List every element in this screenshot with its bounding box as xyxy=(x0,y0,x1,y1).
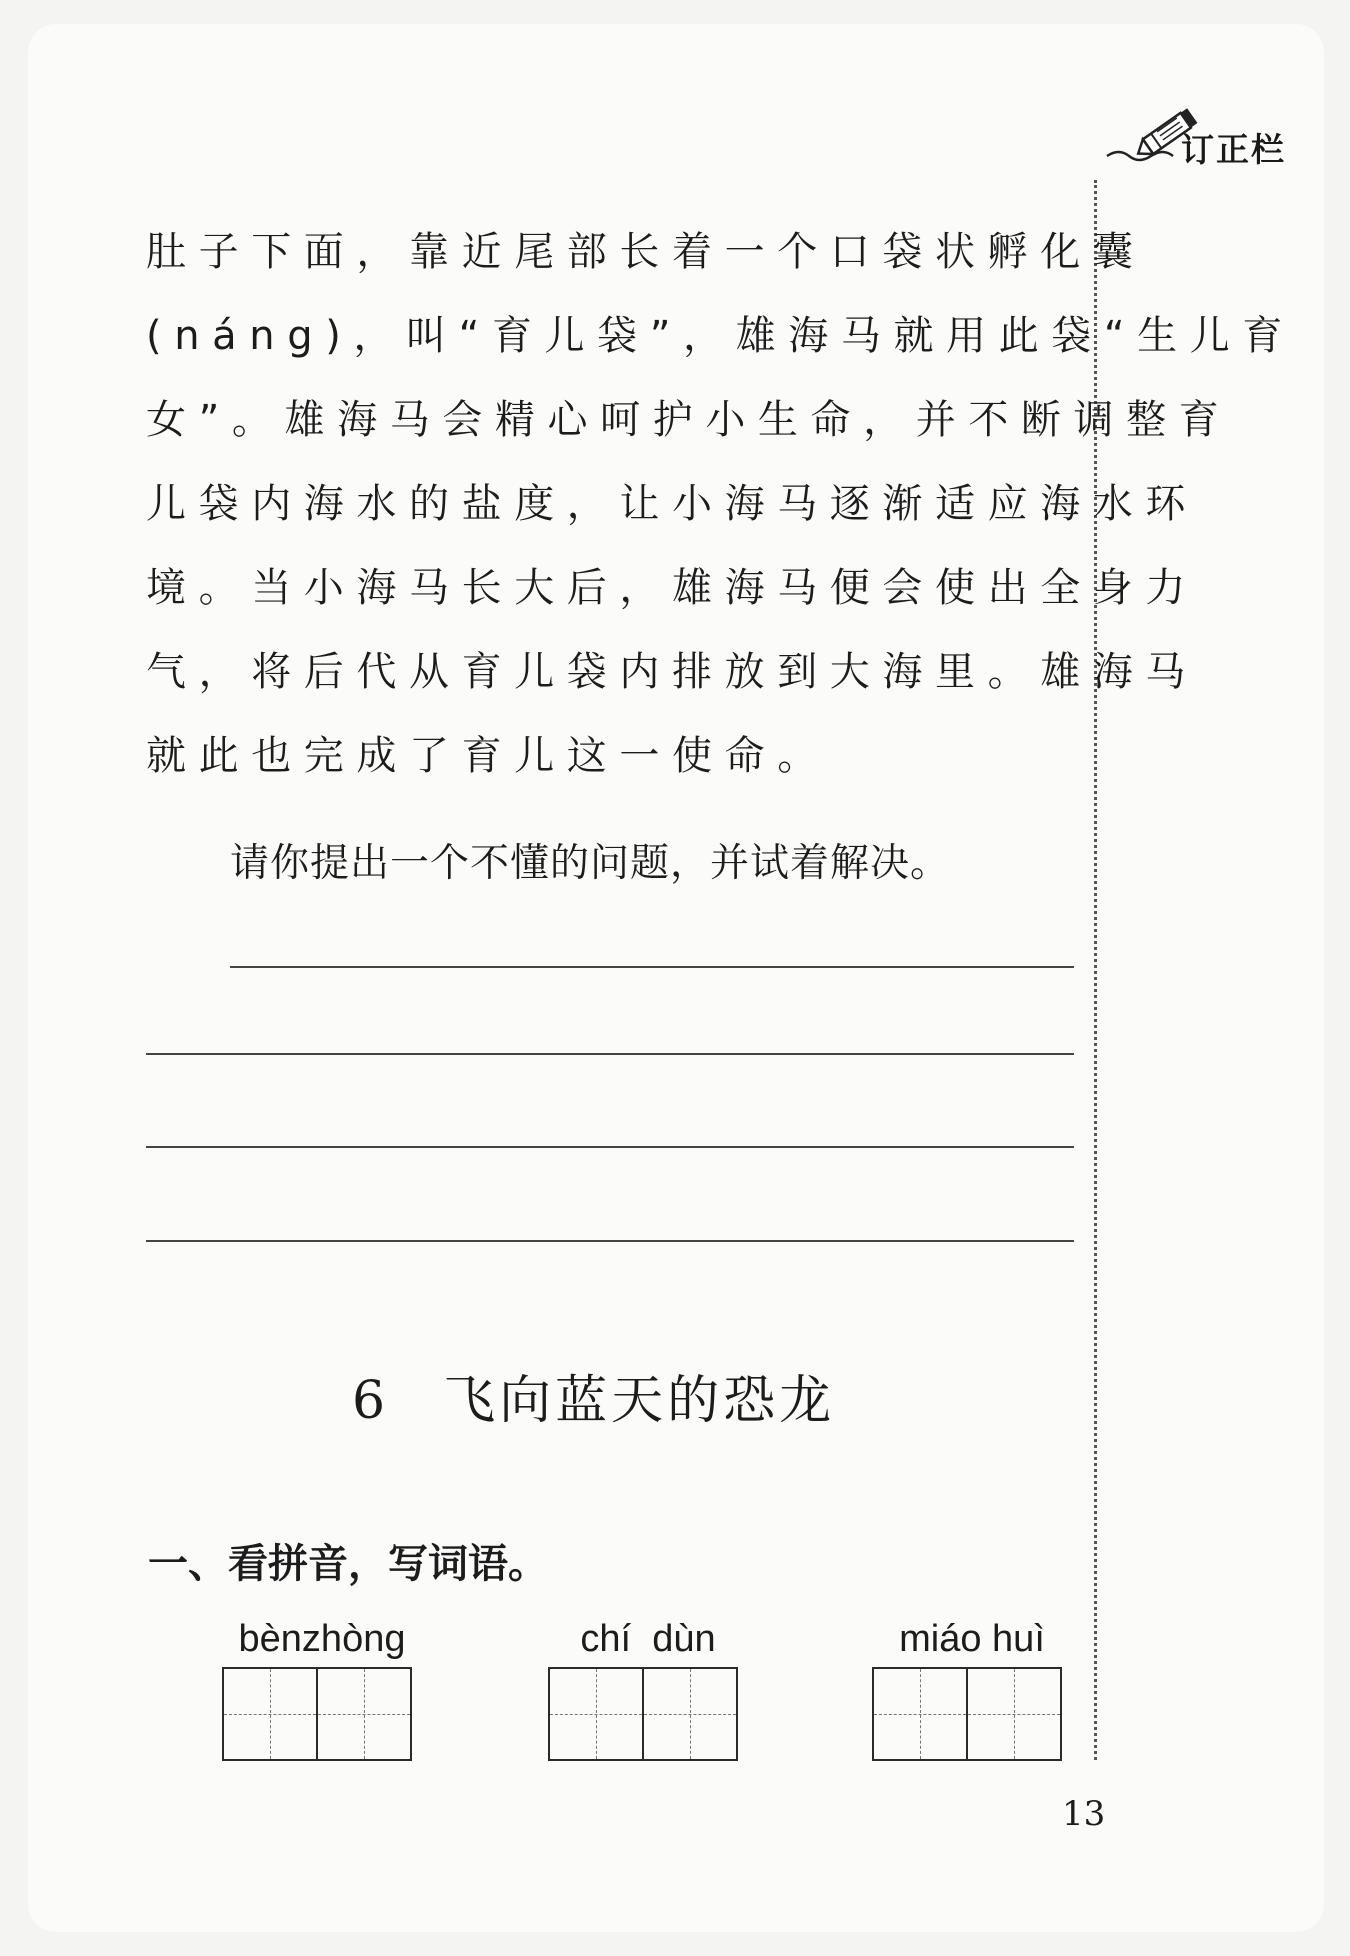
passage-line: 肚子下面，靠近尾部长着一个口袋状孵化囊 xyxy=(146,229,1146,275)
lesson-name: 飞向蓝天的恐龙 xyxy=(443,1371,836,1431)
character-cell[interactable] xyxy=(548,1667,644,1761)
page-number: 13 xyxy=(1062,1794,1106,1834)
character-cell[interactable] xyxy=(316,1667,412,1761)
character-grid xyxy=(548,1667,748,1761)
lesson-number: 6 xyxy=(352,1371,390,1431)
section-heading: 一、看拼音，写词语。 xyxy=(148,1541,548,1587)
passage-line: 女”。雄海马会精心呵护小生命，并不断调整育 xyxy=(146,397,1232,443)
answer-line[interactable] xyxy=(146,1146,1074,1148)
passage-line: 境。当小海马长大后，雄海马便会使出全身力 xyxy=(146,565,1198,611)
passage-line: (náng)，叫“育儿袋”，雄海马就用此袋“生儿育 xyxy=(146,313,1295,359)
character-cell[interactable] xyxy=(222,1667,318,1761)
answer-line[interactable] xyxy=(146,1240,1074,1242)
character-grid xyxy=(222,1667,422,1761)
character-cell[interactable] xyxy=(966,1667,1062,1761)
answer-line[interactable] xyxy=(146,1053,1074,1055)
passage-line: 就此也完成了育儿这一使命。 xyxy=(146,733,830,779)
correction-column-label: 订正栏 xyxy=(1181,130,1286,169)
pinyin-label: chí dùn xyxy=(580,1618,716,1660)
question-prompt: 请你提出一个不懂的问题，并试着解决。 xyxy=(230,841,951,886)
character-cell[interactable] xyxy=(642,1667,738,1761)
character-grid xyxy=(872,1667,1072,1761)
reading-passage xyxy=(146,210,1295,798)
pinyin-word-block xyxy=(222,1618,422,1761)
answer-line[interactable] xyxy=(230,966,1074,968)
character-cell[interactable] xyxy=(872,1667,968,1761)
passage-line: 儿袋内海水的盐度，让小海马逐渐适应海水环 xyxy=(146,481,1198,527)
passage-line: 气，将后代从育儿袋内排放到大海里。雄海马 xyxy=(146,649,1198,695)
correction-column-header xyxy=(1105,100,1335,170)
pinyin-label: bènzhòng xyxy=(238,1618,406,1660)
pinyin-word-block xyxy=(548,1618,748,1761)
pinyin-word-block xyxy=(872,1618,1072,1761)
lesson-title xyxy=(352,1358,835,1433)
pinyin-label: miáo huì xyxy=(899,1618,1045,1660)
